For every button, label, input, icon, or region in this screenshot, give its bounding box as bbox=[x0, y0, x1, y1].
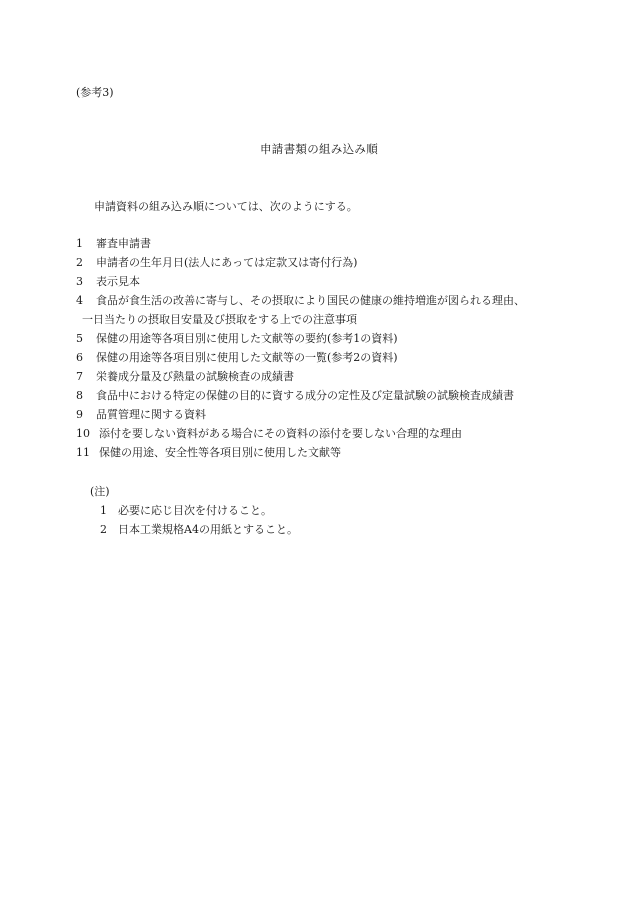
item-text: 保健の用途、安全性等各項目別に使用した文献等 bbox=[99, 446, 341, 459]
note-number: 1 bbox=[100, 504, 107, 517]
reference-label: (参考3) bbox=[76, 86, 114, 99]
list-item bbox=[76, 386, 586, 405]
item-text: 審査申請書 bbox=[96, 237, 151, 250]
item-text: 一日当たりの摂取目安量及び摂取をする上での注意事項 bbox=[82, 313, 357, 326]
list-item bbox=[76, 253, 586, 272]
list-item-continuation bbox=[76, 310, 586, 329]
item-list bbox=[76, 234, 586, 462]
list-item bbox=[76, 443, 586, 462]
item-number: 7 bbox=[76, 370, 83, 383]
intro-paragraph: 申請資料の組み込み順については、次のようにする。 bbox=[94, 200, 358, 213]
item-text: 保健の用途等各項目別に使用した文献等の一覧(参考2の資料) bbox=[96, 351, 398, 364]
item-number: 3 bbox=[76, 275, 83, 288]
item-text: 食品中における特定の保健の目的に資する成分の定性及び定量試験の試験検査成績書 bbox=[96, 389, 514, 402]
notes-section bbox=[90, 482, 298, 539]
notes-heading: (注) bbox=[90, 485, 110, 498]
list-item bbox=[76, 348, 586, 367]
item-text: 表示見本 bbox=[96, 275, 140, 288]
item-number: 1 bbox=[76, 237, 83, 250]
note-text: 日本工業規格A4の用紙とすること。 bbox=[118, 523, 298, 536]
item-number: 2 bbox=[76, 256, 83, 269]
item-number: 9 bbox=[76, 408, 83, 421]
item-number: 8 bbox=[76, 389, 83, 402]
note-text: 必要に応じ目次を付けること。 bbox=[118, 504, 272, 517]
item-number: 4 bbox=[76, 294, 83, 307]
item-number: 10 bbox=[76, 427, 90, 440]
item-text: 栄養成分量及び熱量の試験検査の成績書 bbox=[96, 370, 294, 383]
document-title: 申請書類の組み込み順 bbox=[260, 142, 378, 156]
note-number: 2 bbox=[100, 523, 107, 536]
list-item bbox=[76, 234, 586, 253]
list-item bbox=[76, 405, 586, 424]
list-item bbox=[76, 424, 586, 443]
note-item bbox=[90, 501, 298, 520]
item-text: 品質管理に関する資料 bbox=[96, 408, 206, 421]
item-text: 保健の用途等各項目別に使用した文献等の要約(参考1の資料) bbox=[96, 332, 398, 345]
list-item bbox=[76, 272, 586, 291]
item-text: 食品が食生活の改善に寄与し、その摂取により国民の健康の維持増進が図られる理由、 bbox=[96, 294, 525, 307]
list-item bbox=[76, 367, 586, 386]
item-number: 6 bbox=[76, 351, 83, 364]
note-item bbox=[90, 520, 298, 539]
list-item bbox=[76, 291, 586, 310]
item-number: 11 bbox=[76, 446, 90, 459]
list-item bbox=[76, 329, 586, 348]
item-text: 申請者の生年月日(法人にあっては定款又は寄付行為) bbox=[96, 256, 358, 269]
item-text: 添付を要しない資料がある場合にその資料の添付を要しない合理的な理由 bbox=[99, 427, 462, 440]
item-number: 5 bbox=[76, 332, 83, 345]
